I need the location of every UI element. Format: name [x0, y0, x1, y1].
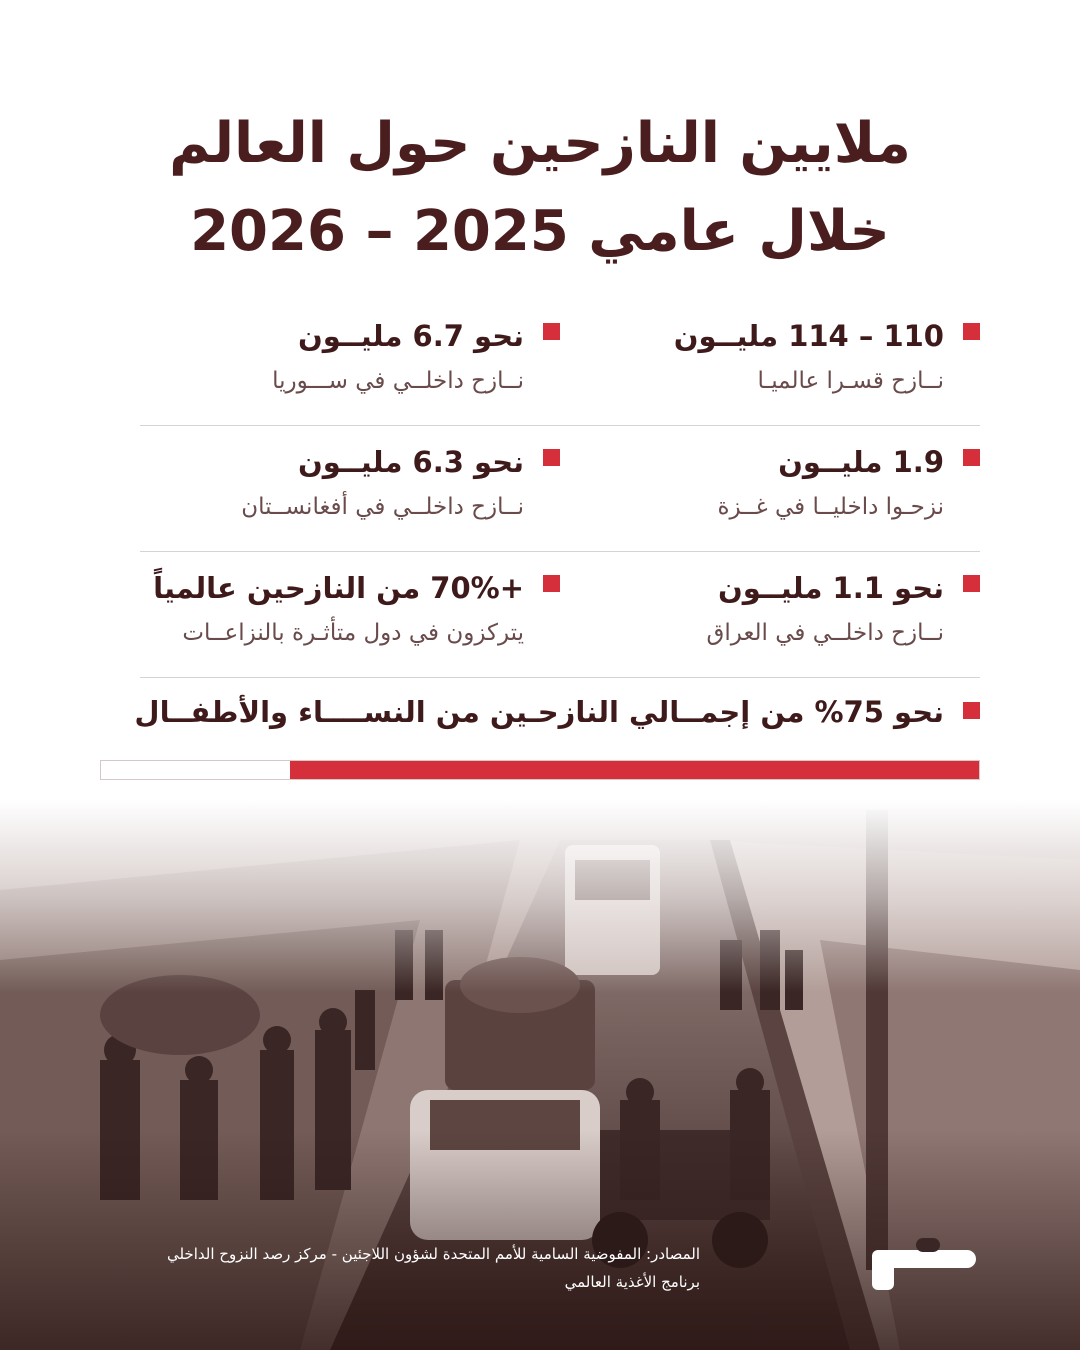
- stats-row: [100, 426, 980, 552]
- red-square-icon: [543, 575, 560, 592]
- stat-headline: نحو 6.3 مليــون: [298, 445, 524, 479]
- red-square-icon: [543, 449, 560, 466]
- red-square-icon: [963, 323, 980, 340]
- stats-row: [100, 552, 980, 678]
- page-title: [0, 100, 1080, 276]
- red-square-icon: [963, 702, 980, 719]
- sources-line-2: برنامج الأغذية العالمي: [564, 1273, 700, 1291]
- stat-headline: +70% من النازحين عالمياً: [153, 571, 524, 605]
- stat-subtitle: يتركزون في دول متأثـرة بالنزاعــات: [182, 620, 524, 646]
- brand-logo: [868, 1236, 980, 1296]
- stat-subtitle: نــازح قسـرا عالميـا: [757, 368, 944, 394]
- stat-headline: نحو 1.1 مليــون: [718, 571, 944, 605]
- stat-item: [140, 426, 560, 552]
- title-line-1: ملايين النازحين حول العالم: [169, 111, 911, 176]
- sources-line-1: المصادر: المفوضية السامية للأمم المتحدة لشؤون اللاجئين - مركز رصد النزوح الداخلي: [166, 1245, 700, 1263]
- stat-headline: 110 – 114 مليــون: [673, 319, 944, 353]
- stat-subtitle: نــازح داخلــي في العراق: [706, 620, 944, 646]
- women-children-stat: [100, 690, 980, 734]
- red-square-icon: [543, 323, 560, 340]
- title-line-2: خلال عامي 2025 – 2026: [190, 199, 890, 264]
- stat-subtitle: نــازح داخلــي في أفغانســتان: [241, 494, 524, 520]
- stat-item: [560, 426, 980, 552]
- progress-fill: [290, 761, 979, 779]
- stat-subtitle: نزحـوا داخليــا في غــزة: [717, 494, 944, 520]
- sources-text: [80, 1240, 700, 1296]
- stats-row: [100, 300, 980, 426]
- stat-headline: نحو 6.7 مليــون: [298, 319, 524, 353]
- stat-subtitle: نــازح داخلــي في ســـوريا: [272, 368, 524, 394]
- stat-item: [560, 552, 980, 678]
- red-square-icon: [963, 575, 980, 592]
- stat-item: [140, 300, 560, 426]
- red-square-icon: [963, 449, 980, 466]
- stats-grid: [100, 300, 980, 678]
- women-children-headline: نحو 75% من إجمــالي النازحـين من النســــاء والأطفــال: [134, 695, 944, 729]
- stat-headline: 1.9 مليــون: [778, 445, 944, 479]
- women-children-progress-bar: [100, 760, 980, 780]
- stat-item: [560, 300, 980, 426]
- stat-item: [140, 552, 560, 678]
